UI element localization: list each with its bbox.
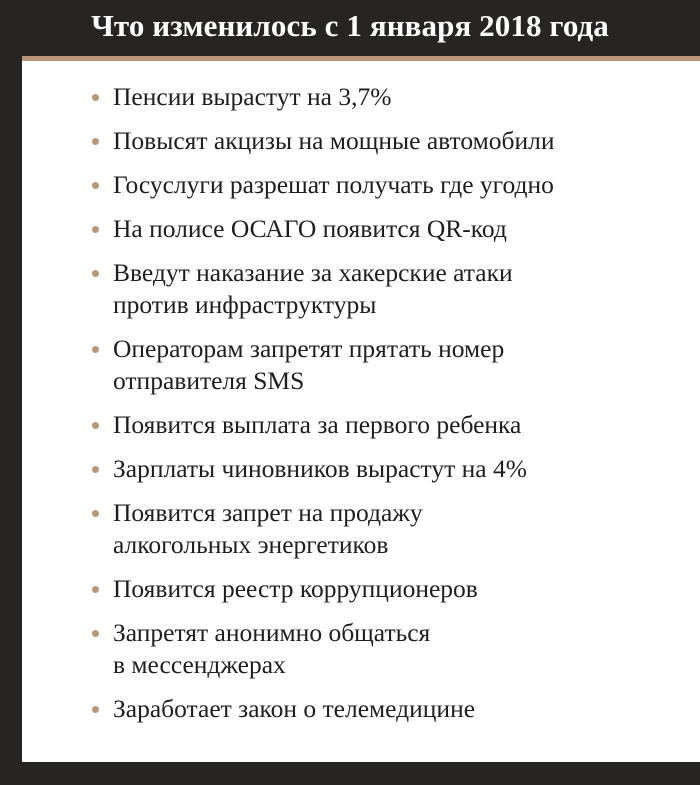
list-item bbox=[92, 257, 690, 321]
changes-card bbox=[22, 56, 700, 762]
list-item-text: Появится реестр коррупционеров bbox=[113, 574, 478, 603]
list-item bbox=[92, 213, 690, 245]
bullet-icon bbox=[92, 270, 99, 277]
list-item-text: Пенсии вырастут на 3,7% bbox=[113, 82, 392, 111]
list-item bbox=[92, 453, 690, 485]
changes-list bbox=[92, 81, 690, 737]
list-item bbox=[92, 497, 690, 561]
bullet-icon bbox=[92, 94, 99, 101]
list-item-text: Повысят акцизы на мощные автомобили bbox=[113, 126, 555, 155]
list-item-text: Появится запрет на продажу алкогольных энергетиков bbox=[113, 498, 423, 559]
list-item bbox=[92, 169, 690, 201]
bullet-icon bbox=[92, 630, 99, 637]
page-title: Что изменилось с 1 января 2018 года bbox=[91, 8, 609, 43]
bullet-icon bbox=[92, 138, 99, 145]
list-item bbox=[92, 81, 690, 113]
bullet-icon bbox=[92, 586, 99, 593]
list-item bbox=[92, 409, 690, 441]
list-item-text: Запретят анонимно общаться в мессенджерах bbox=[113, 618, 431, 679]
list-item-text: Операторам запретят прятать номер отправителя SMS bbox=[113, 334, 505, 395]
bullet-icon bbox=[92, 346, 99, 353]
list-item-text: Появится выплата за первого ребенка bbox=[113, 410, 522, 439]
list-item-text: Госуслуги разрешат получать где угодно bbox=[113, 170, 554, 199]
list-item bbox=[92, 693, 690, 725]
list-item bbox=[92, 617, 690, 681]
list-item-text: На полисе ОСАГО появится QR-код bbox=[113, 214, 507, 243]
list-item bbox=[92, 333, 690, 397]
bullet-icon bbox=[92, 510, 99, 517]
list-item bbox=[92, 125, 690, 157]
list-item-text: Зарплаты чиновников вырастут на 4% bbox=[113, 454, 527, 483]
bullet-icon bbox=[92, 466, 99, 473]
bullet-icon bbox=[92, 422, 99, 429]
list-item-text: Заработает закон о телемедицине bbox=[113, 694, 476, 723]
bullet-icon bbox=[92, 706, 99, 713]
list-item bbox=[92, 573, 690, 605]
bullet-icon bbox=[92, 226, 99, 233]
bullet-icon bbox=[92, 182, 99, 189]
list-item-text: Введут наказание за хакерские атаки против инфраструктуры bbox=[113, 258, 513, 319]
